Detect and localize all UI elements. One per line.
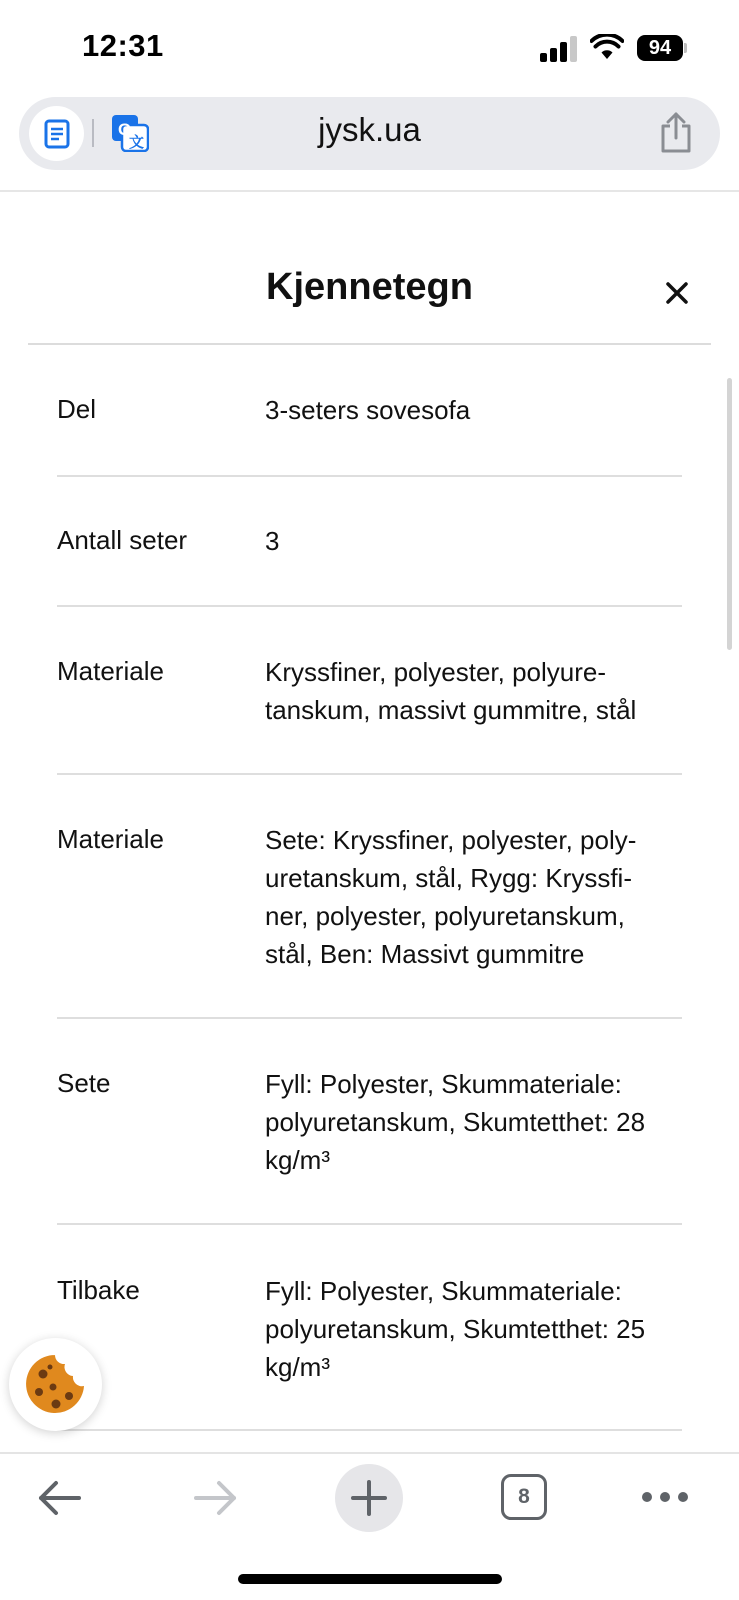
reader-mode-icon [43, 119, 71, 149]
forward-arrow-icon[interactable] [192, 1478, 238, 1518]
url-divider [92, 119, 94, 147]
spec-label: Sete [57, 1068, 111, 1098]
translate-icon[interactable] [111, 114, 149, 152]
sheet-title: Kjennetegn [266, 266, 473, 308]
row-divider [57, 773, 682, 775]
svg-text:文: 文 [129, 134, 145, 151]
cookie-settings-button[interactable] [9, 1338, 102, 1431]
spec-value: Fyll: Polyester, Skummateriale: polyuretanskum, Skumtetthet: 28 kg/m³ [265, 1069, 646, 1175]
back-arrow-icon[interactable] [37, 1478, 83, 1518]
spec-label: Materiale [57, 656, 164, 686]
cookie-icon [23, 1352, 88, 1417]
spec-value: Fyll: Polyester, Skummateriale: polyuretanskum, Skumtetthet: 25 kg/m³ [265, 1276, 646, 1382]
battery-icon [637, 35, 687, 61]
status-time: 12:31 [82, 28, 164, 63]
more-dots-icon[interactable] [641, 1490, 689, 1504]
svg-text:G: G [118, 120, 132, 139]
spec-value: 3 [265, 526, 280, 556]
address-bar[interactable] [19, 97, 720, 170]
header-divider [28, 343, 711, 345]
row-divider [57, 1017, 682, 1019]
spec-value: 3-seters sovesofa [265, 395, 471, 425]
share-icon[interactable] [658, 112, 694, 154]
row-divider [57, 605, 682, 607]
spec-value: Sete: Kryssfiner, polyester, poly- uretanskum, stål, Rygg: Kryssfi- ner, polyester, polyuretanskum, stål, Ben: Massivt gummitre [265, 825, 637, 969]
spec-value: Kryssfiner, polyester, polyure- tanskum, massivt gummitre, stål [265, 657, 637, 725]
row-divider [57, 1429, 682, 1431]
spec-label: Del [57, 394, 97, 424]
new-tab-button[interactable] [335, 1464, 403, 1532]
top-divider [0, 190, 739, 192]
spec-label: Tilbake [57, 1275, 140, 1305]
plus-icon [351, 1480, 387, 1516]
reader-mode-button[interactable] [29, 106, 84, 161]
spec-label: Materiale [57, 824, 164, 854]
scrollbar[interactable] [727, 378, 732, 650]
home-indicator [238, 1574, 502, 1584]
row-divider [57, 475, 682, 477]
spec-label: Antall seter [57, 525, 188, 555]
wifi-icon [590, 34, 624, 60]
status-bar [0, 0, 739, 96]
url-text[interactable]: jysk.ua [318, 111, 421, 148]
close-icon[interactable] [663, 279, 691, 307]
tab-switcher-button[interactable]: 8 [501, 1474, 547, 1520]
battery-level: 94 [637, 35, 683, 61]
signal-icon [540, 36, 580, 62]
row-divider [57, 1223, 682, 1225]
